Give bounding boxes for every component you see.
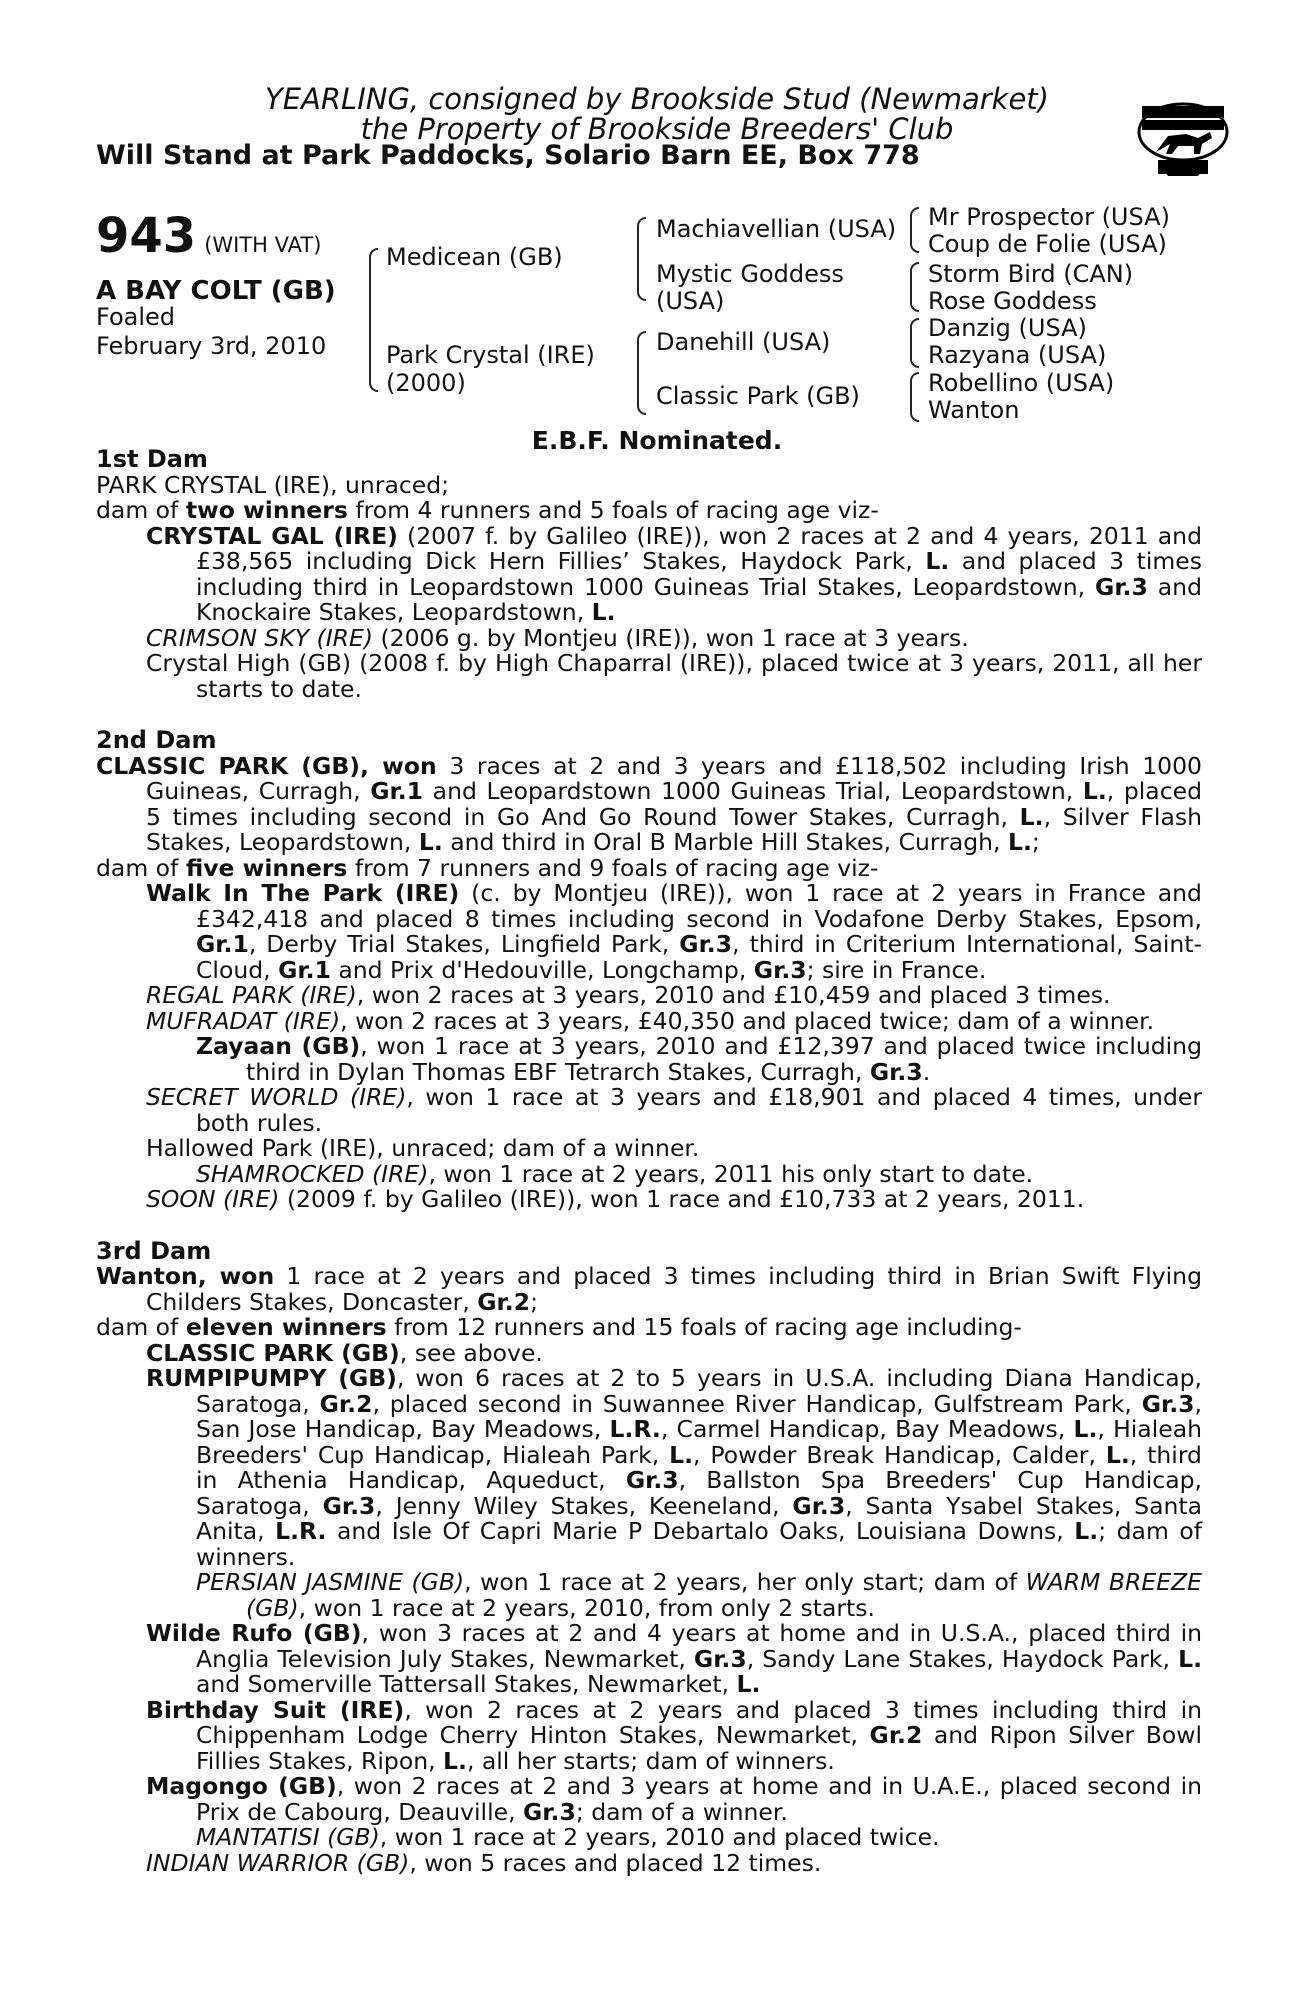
entry-text: and Ripon Silver Bowl Fillies Stakes, Ripon, — [196, 1721, 1202, 1775]
produce-entry — [96, 853, 1202, 882]
entry-text: ; sire in France. — [806, 955, 987, 984]
entry-text: Crystal High (GB) (2008 f. by High Chaparral (IRE)), placed twice at 3 years, 2011, all her starts to date. — [146, 649, 1202, 703]
entry-text: Wilde Rufo (GB) — [146, 1619, 362, 1647]
entry-text: , see above. — [399, 1338, 543, 1367]
produce-entry — [96, 1159, 1202, 1188]
entry-text: , won 1 race at 2 years, 2011 his only start to date. — [428, 1159, 1034, 1188]
entry-text: ; dam of a winner. — [575, 1797, 788, 1826]
pedigree-dam-sire: Danehill (USA) — [656, 328, 831, 356]
foaled-label: Foaled — [96, 303, 176, 331]
lot-number-block — [96, 208, 321, 264]
entry-text: , won 5 races and placed 12 times. — [409, 1848, 822, 1877]
foaled-info — [96, 303, 326, 361]
entry-text: , won 1 race at 2 years, 2010, from only 2 starts. — [298, 1593, 875, 1622]
foaled-date: February 3rd, 2010 — [96, 332, 327, 360]
produce-entry — [96, 470, 1202, 499]
produce-entry — [96, 751, 1202, 856]
entry-text: MANTATISI (GB) — [196, 1823, 380, 1851]
entry-text: ; — [1031, 828, 1040, 856]
produce-entry — [96, 1848, 1202, 1877]
dam-section — [96, 1236, 1203, 1877]
entry-text: , Hialeah Breeders' Cup Handicap, Hialeah Park, — [196, 1415, 1202, 1469]
pedigree-sss: Mr Prospector (USA) — [928, 203, 1170, 231]
entry-text: , all her starts; dam of winners. — [466, 1746, 835, 1775]
entry-text: INDIAN WARRIOR (GB) — [146, 1848, 410, 1877]
entry-text: CLASSIC PARK (GB), won — [96, 751, 437, 780]
entry-text: , Santa Ysabel Stakes, Santa Anita, — [196, 1491, 1202, 1545]
entry-text: ; — [530, 1287, 538, 1316]
entry-text: (2007 f. by Galileo (IRE)), won 2 races at 2 and 4 years, 2011 and £38,565 including Dick Hern Fillies’ Stakes, Haydock Park, — [196, 521, 1202, 575]
entry-text: Gr.3 — [693, 1644, 747, 1673]
entry-text: L. — [418, 828, 443, 856]
lot-number: 943 — [96, 208, 197, 264]
entry-text: , won 6 races at 2 to 5 years in U.S.A. including Diana Handicap, Saratoga, — [196, 1364, 1202, 1418]
pedigree-ddd: Wanton — [928, 396, 1020, 424]
header-line-1: YEARLING, consigned by Brookside Stud (Newmarket) — [265, 82, 1049, 116]
entry-text: L. — [925, 547, 950, 575]
entry-text: Gr.3 — [523, 1797, 576, 1826]
entry-text: L. — [1019, 802, 1044, 831]
entry-text: ; dam of winners. — [196, 1517, 1203, 1571]
pedigree-dam-line-2: (2000) — [386, 369, 466, 397]
entry-text: , won 1 race at 2 years, her only start; dam of — [464, 1568, 1026, 1596]
entry-text: dam of — [96, 853, 186, 882]
entry-text: Birthday Suit (IRE) — [146, 1695, 405, 1724]
entry-text: from 7 runners and 9 foals of racing age viz- — [347, 853, 879, 882]
entry-text: L. — [669, 1440, 694, 1469]
entry-text: Gr.3 — [322, 1491, 376, 1520]
pedigree-brace — [369, 248, 378, 392]
entry-text: Hallowed Park (IRE), unraced; dam of a winner. — [146, 1134, 700, 1162]
entry-text: and Isle Of Capri Marie P Debartalo Oaks, Louisiana Downs, — [326, 1517, 1075, 1545]
entry-text: Gr.2 — [869, 1721, 923, 1749]
produce-entry — [96, 1621, 1202, 1698]
entry-text: , won 1 race at 3 years and £18,901 and placed 4 times, under both rules. — [196, 1083, 1202, 1137]
pedigree-sire-dam-line-2: (USA) — [656, 287, 725, 315]
produce-entry — [96, 1264, 1202, 1315]
entry-text: Gr.3 — [1095, 572, 1148, 601]
entry-text: from 12 runners and 15 foals of racing age including- — [386, 1313, 1022, 1341]
entry-text: 1 race at 2 years and placed 3 times including third in Brian Swift Flying Childers Stakes, Doncaster, — [146, 1262, 1202, 1316]
entry-text: Magongo (GB) — [146, 1772, 337, 1800]
entry-text: Gr.3 — [753, 955, 807, 984]
section-gap — [96, 702, 1202, 728]
entry-text: Gr.1 — [278, 955, 331, 984]
produce-entry — [96, 498, 1202, 524]
produce-entry — [96, 1315, 1202, 1341]
pedigree-brace — [910, 372, 919, 422]
family-sections — [96, 447, 1202, 1876]
entry-text: , won 2 races at 3 years, £40,350 and placed twice; dam of a winner. — [340, 1006, 1155, 1035]
produce-entry — [96, 1034, 1202, 1085]
entry-text: L. — [1178, 1644, 1202, 1673]
entry-text: PERSIAN JASMINE (GB) — [196, 1568, 465, 1596]
entry-text: and placed 3 times including third in Leopardstown 1000 Guineas Trial Stakes, Leopardstown, — [196, 547, 1202, 601]
section-heading: 3rd Dam — [96, 1236, 212, 1265]
entry-text: and Somerville Tattersall Stakes, Newmarket, — [196, 1670, 737, 1698]
produce-entry — [96, 1187, 1202, 1213]
pedigree-ssd: Coup de Folie (USA) — [928, 230, 1167, 258]
entry-text: MUFRADAT (IRE) — [146, 1006, 341, 1035]
entry-text: L. — [1082, 777, 1107, 805]
entry-text: PARK CRYSTAL (IRE), unraced; — [96, 470, 450, 499]
pedigree-dam-line-1: Park Crystal (IRE) — [386, 341, 595, 369]
lot-vat: (WITH VAT) — [204, 233, 322, 257]
produce-entry — [96, 1695, 1202, 1775]
lot-title: A BAY COLT (GB) — [96, 276, 336, 306]
entry-text: CRYSTAL GAL (IRE) — [146, 521, 398, 550]
produce-entry — [96, 1570, 1202, 1621]
entry-text: Gr.3 — [679, 930, 733, 958]
entry-text: five winners — [185, 853, 348, 882]
entry-text: , Derby Trial Stakes, Lingfield Park, — [248, 930, 680, 958]
entry-text: from 4 runners and 5 foals of racing age viz- — [347, 496, 879, 524]
entry-text: , placed second in Suwannee River Handicap, Gulfstream Park, — [372, 1389, 1142, 1418]
entry-text: REGAL PARK (IRE) — [146, 981, 357, 1009]
pedigree-dsd: Razyana (USA) — [928, 341, 1107, 369]
header-line-2: the Property of Brookside Breeders' Club — [360, 112, 954, 146]
pedigree-dam-dam: Classic Park (GB) — [656, 382, 860, 410]
pedigree-brace — [910, 318, 919, 368]
entry-text: and Knockaire Stakes, Leopardstown, — [196, 572, 1202, 626]
entry-text: Wanton, won — [96, 1262, 275, 1290]
entry-text: dam of — [96, 1313, 186, 1341]
entry-text: , placed 5 times including second in Go And Go Round Tower Stakes, Curragh, — [146, 777, 1202, 831]
pedigree-brace — [637, 331, 646, 415]
entry-text: dam of — [96, 496, 186, 524]
pedigree-sire: Medicean (GB) — [386, 243, 563, 271]
pedigree-sire-dam-line-1: Mystic Goddess — [656, 260, 844, 288]
entry-text: and Prix d'Hedouville, Longchamp, — [330, 955, 754, 984]
entry-text: Gr.3 — [869, 1057, 923, 1086]
ebf-nominated: E.B.F. Nominated. — [531, 426, 783, 455]
pedigree-brace — [910, 207, 919, 253]
produce-entry — [96, 1006, 1202, 1035]
entry-text: , won 1 race at 2 years, 2010 and placed twice. — [379, 1823, 940, 1851]
section-heading: 1st Dam — [96, 445, 208, 473]
entry-text: , Carmel Handicap, Bay Meadows, — [660, 1415, 1074, 1443]
entry-text: , Jenny Wiley Stakes, Keeneland, — [375, 1491, 793, 1520]
pedigree-sds: Storm Bird (CAN) — [928, 260, 1134, 288]
entry-text: , Ballston Spa Breeders' Cup Handicap, Saratoga, — [196, 1466, 1202, 1520]
produce-entry — [96, 881, 1202, 983]
entry-text: , won 2 races at 2 and 3 years at home and in U.A.E., placed second in Prix de Cabourg, Deauville, — [196, 1772, 1202, 1826]
entry-text: L. — [736, 1670, 761, 1698]
entry-text: , Sandy Lane Stakes, Haydock Park, — [746, 1644, 1179, 1673]
produce-entry — [96, 1825, 1202, 1851]
entry-text: CLASSIC PARK (GB) — [146, 1338, 400, 1367]
produce-entry — [96, 521, 1202, 626]
entry-text: , San Jose Handicap, Bay Meadows, — [196, 1389, 1202, 1443]
entry-text: , won 1 race at 3 years, 2010 and £12,397 and placed twice including third in Dylan Thomas EBF Tetrarch Stakes, Curragh, — [246, 1032, 1202, 1086]
produce-entry — [96, 1338, 1202, 1367]
produce-entry — [96, 1085, 1202, 1136]
entry-text: , Powder Break Handicap, Calder, — [693, 1440, 1106, 1469]
entry-text: L. — [443, 1746, 467, 1775]
entry-text: SHAMROCKED (IRE) — [196, 1159, 429, 1188]
entry-text: Zayaan (GB) — [196, 1032, 361, 1060]
entry-text: Gr.2 — [319, 1389, 373, 1418]
pedigree-brace — [637, 217, 646, 301]
entry-text: and Leopardstown 1000 Guineas Trial, Leopardstown, — [423, 777, 1083, 805]
entry-text: eleven winners — [185, 1313, 387, 1341]
entry-text: L. — [1074, 1517, 1099, 1545]
entry-text: Gr.3 — [1141, 1389, 1195, 1418]
entry-text: Gr.3 — [792, 1491, 846, 1520]
entry-text: WARM BREEZE (GB) — [246, 1568, 1202, 1622]
produce-entry — [96, 623, 1202, 652]
entry-text: (c. by Montjeu (IRE)), won 1 race at 2 years in France and £342,418 and placed 8 times including second in Vodafone Derby Stakes, Epsom, — [196, 879, 1202, 933]
yearling-bonus-badge — [1128, 96, 1238, 186]
entry-text: Walk In The Park (IRE) — [146, 879, 460, 907]
entry-text: (2009 f. by Galileo (IRE)), won 1 race and £10,733 at 2 years, 2011. — [279, 1185, 1085, 1213]
section-heading: 2nd Dam — [96, 726, 217, 754]
produce-entry — [96, 651, 1202, 702]
entry-text: (2006 g. by Montjeu (IRE)), won 1 race at 3 years. — [373, 623, 969, 652]
entry-text: and third in Oral B Marble Hill Stakes, Curragh, — [442, 828, 1008, 856]
entry-text: CRIMSON SKY (IRE) — [146, 623, 374, 652]
entry-text: L. — [1105, 1440, 1130, 1469]
entry-text: 3 races at 2 and 3 years and £118,502 including Irish 1000 Guineas, Curragh, — [146, 751, 1202, 805]
entry-text: , won 3 races at 2 and 4 years at home and in U.S.A., placed third in Anglia Television July Stakes, Newmarket, — [196, 1619, 1203, 1673]
entry-text: , won 2 races at 2 years and placed 3 times including third in Chippenham Lodge Cherry Hinton Stakes, Newmarket, — [196, 1695, 1202, 1749]
entry-text: , third in Athenia Handicap, Aqueduct, — [196, 1440, 1202, 1494]
entry-text: RUMPIPUMPY (GB) — [146, 1364, 397, 1392]
header-stand-info: Will Stand at Park Paddocks, Solario Barn EE, Box 778 — [96, 140, 920, 171]
entry-text: L. — [591, 598, 616, 626]
entry-text: two winners — [185, 496, 348, 524]
pedigree-dds: Robellino (USA) — [928, 369, 1115, 397]
pedigree-sire-sire: Machiavellian (USA) — [656, 215, 897, 243]
entry-text: Gr.1 — [196, 930, 249, 958]
produce-entry — [96, 1366, 1202, 1570]
pedigree-sdd: Rose Goddess — [928, 287, 1097, 315]
entry-text: , Silver Flash Stakes, Leopardstown, — [146, 802, 1202, 856]
entry-text: Gr.1 — [370, 777, 424, 805]
dam-section — [96, 728, 1202, 1213]
produce-entry — [96, 983, 1202, 1009]
entry-text: L.R. — [275, 1517, 327, 1545]
entry-text: L. — [1007, 828, 1032, 856]
entry-text: . — [922, 1057, 931, 1086]
produce-entry — [96, 1136, 1202, 1162]
entry-text: , won 2 races at 3 years, 2010 and £10,459 and placed 3 times. — [356, 981, 1111, 1009]
dam-section — [96, 447, 1202, 702]
entry-text: SOON (IRE) — [146, 1185, 280, 1213]
entry-text: L.R. — [609, 1415, 661, 1443]
entry-text: SECRET WORLD (IRE) — [146, 1083, 407, 1111]
pedigree-dss: Danzig (USA) — [928, 314, 1087, 342]
entry-text: L. — [1073, 1415, 1098, 1443]
section-gap — [96, 1213, 1202, 1239]
entry-text: Gr.3 — [625, 1466, 679, 1494]
pedigree-brace — [910, 262, 919, 312]
entry-text: Gr.2 — [477, 1287, 531, 1316]
produce-entry — [96, 1774, 1202, 1825]
entry-text: , third in Criterium International, Saint-Cloud, — [196, 930, 1202, 984]
